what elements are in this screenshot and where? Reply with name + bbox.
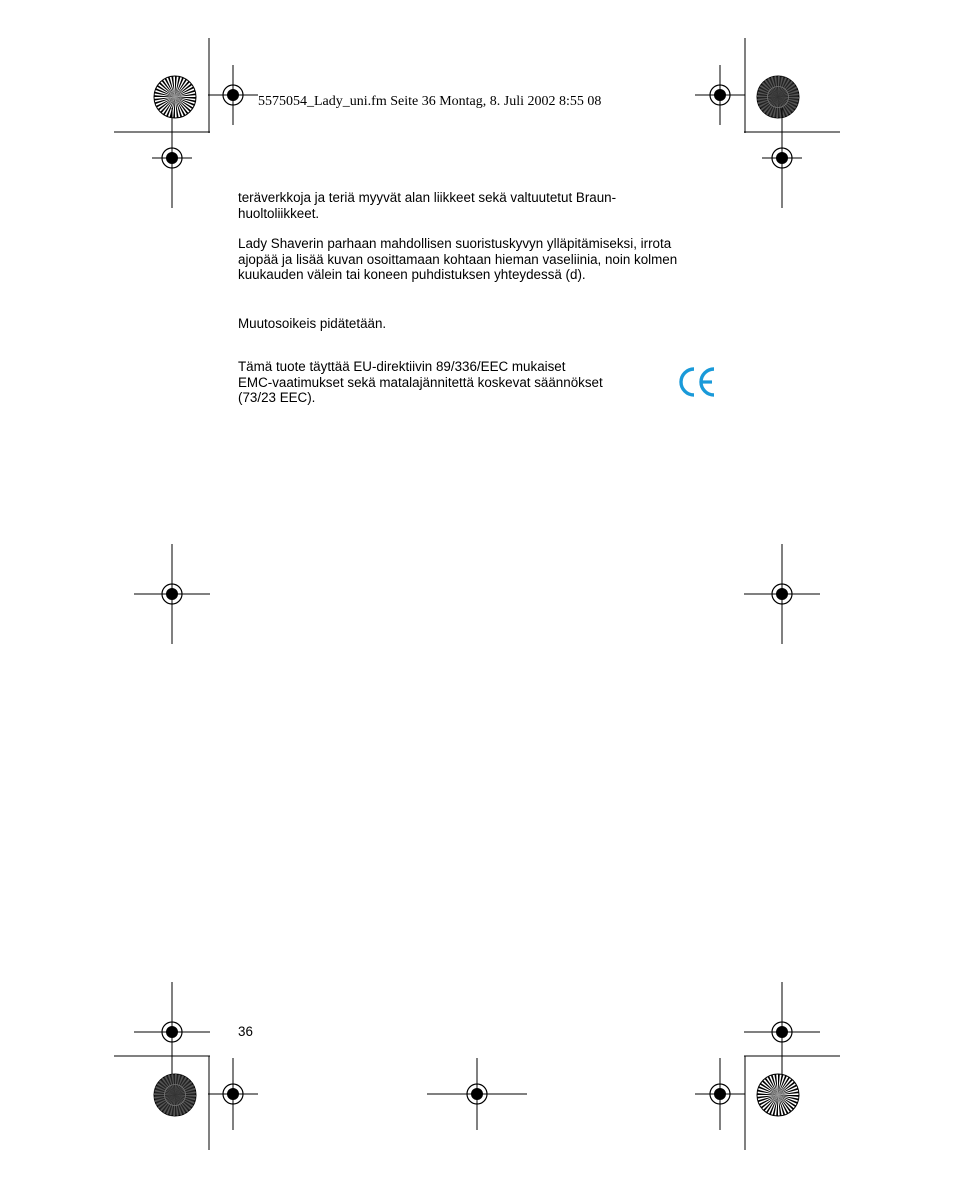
paragraph-4 [238,359,728,406]
registration-mark-icon [152,108,192,208]
registration-mark-icon [208,1058,258,1130]
text-line: Tämä tuote täyttää EU-direktiivin 89/336/EEC mukaiset [238,359,566,374]
text-line: Muutosoikeis pidätetään. [238,316,387,331]
star-target-icon [154,76,196,118]
text-line: Lady Shaverin parhaan mahdollisen suoristuskyvyn ylläpitämiseksi, irrota [238,236,672,251]
registration-mark-icon [744,982,820,1082]
page-number: 36 [238,1024,253,1039]
registration-mark-icon [695,65,745,125]
paragraph-1 [238,190,728,221]
star-target-icon [757,76,799,118]
star-target-icon [757,1074,799,1116]
text-line: huoltoliikkeet. [238,205,320,221]
registration-mark-icon [134,982,210,1082]
ce-mark-icon [675,365,717,399]
registration-mark-icon [134,544,210,644]
text-line: ajopää ja lisää kuvan osoittamaan kohtaan hieman vaseliinia, noin kolmen [238,251,678,267]
paragraph-2 [238,236,728,283]
text-line: EMC-vaatimukset sekä matalajännitettä koskevat säännökset [238,374,603,390]
registration-mark-icon [695,1058,745,1130]
text-line: (73/23 EEC). [238,390,316,405]
text-line: teräverkkoja ja teriä myyvät alan liikkeet sekä valtuutetut Braun- [238,190,617,205]
registration-mark-icon [208,65,258,125]
registration-mark-icon [762,108,802,208]
paragraph-3 [238,316,728,332]
file-slug: 5575054_Lady_uni.fm Seite 36 Montag, 8. Juli 2002 8:55 08 [258,94,602,109]
star-target-icon [154,1074,196,1116]
text-line: kuukauden välein tai koneen puhdistuksen yhteydessä (d). [238,267,586,282]
registration-mark-icon [427,1058,527,1130]
registration-mark-icon [744,544,820,644]
